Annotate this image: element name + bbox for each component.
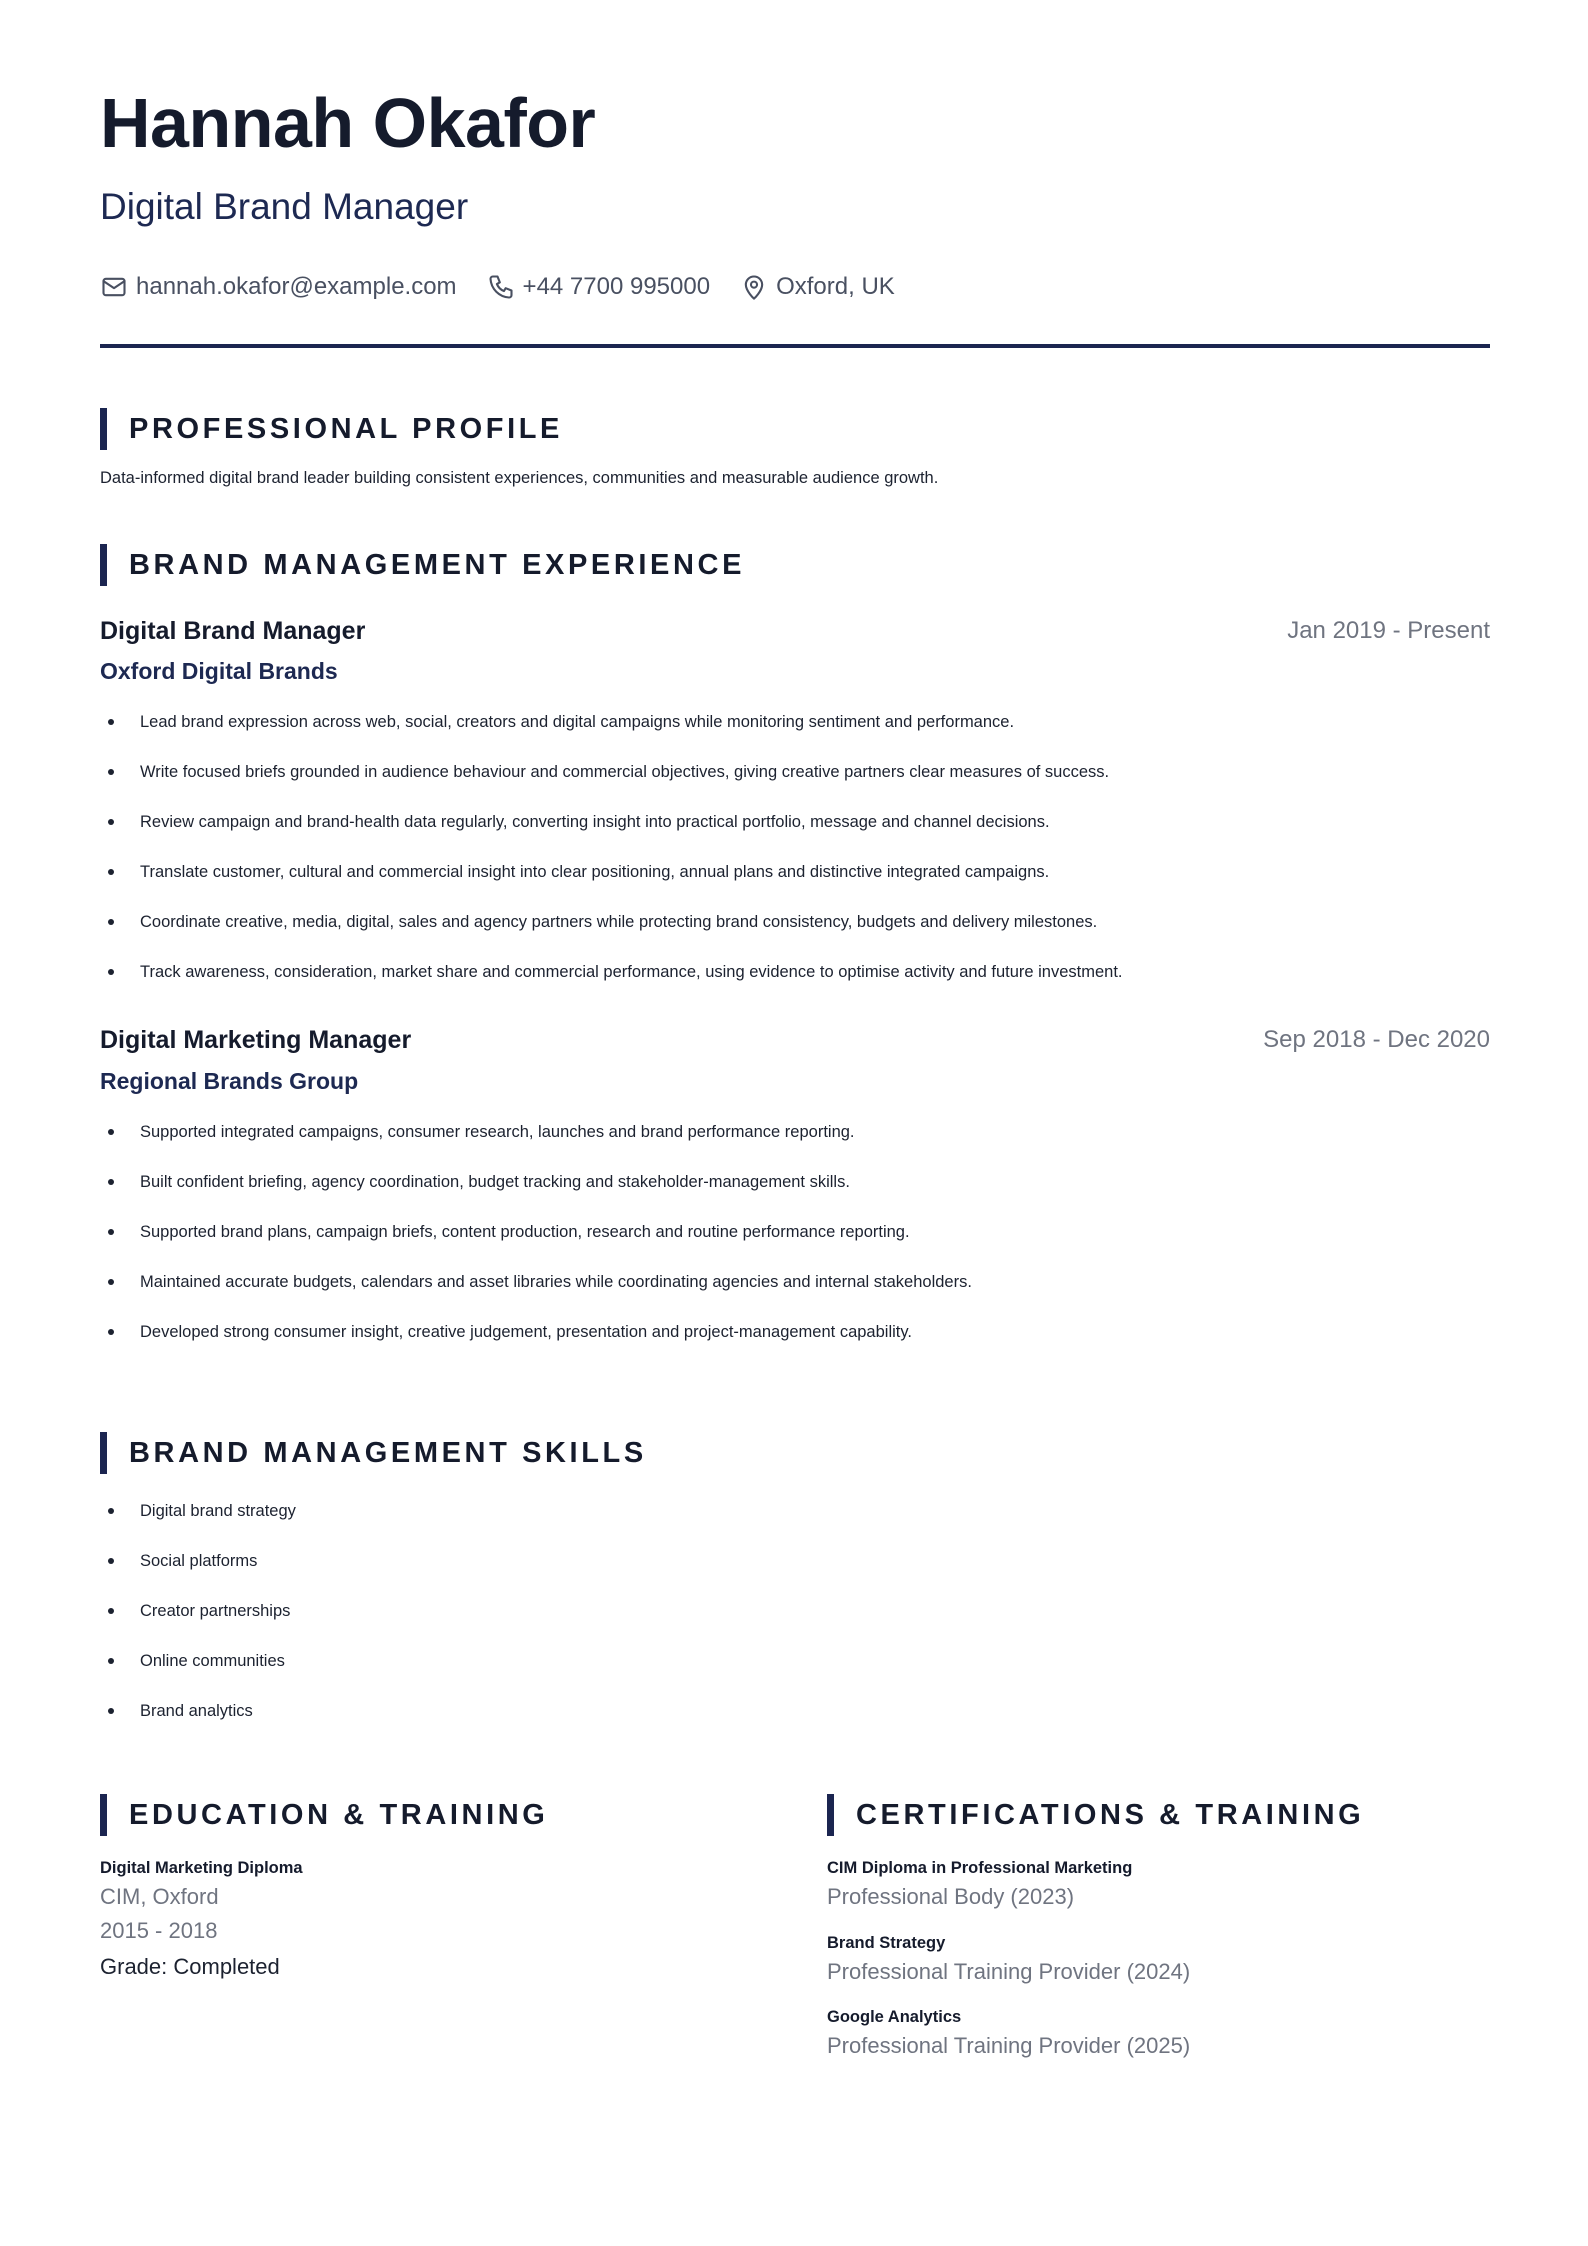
- job-bullet: Supported brand plans, campaign briefs, content production, research and routine performance reporting.: [100, 1221, 1490, 1271]
- section-title: BRAND MANAGEMENT EXPERIENCE: [129, 548, 746, 581]
- certification-title: Brand Strategy: [827, 1934, 946, 1952]
- candidate-name: Hannah Okafor: [100, 84, 596, 162]
- education-grade: Grade: Completed: [100, 1954, 280, 1979]
- job-bullet-list: [100, 711, 1490, 1011]
- profile-summary: Data-informed digital brand leader building consistent experiences, communities and measurable audience growth.: [100, 469, 939, 487]
- certification-issuer: Professional Body (2023): [827, 1884, 1075, 1909]
- contact-location: [740, 273, 895, 301]
- contact-email-text: hannah.okafor@example.com: [136, 273, 457, 300]
- contact-location-text: Oxford, UK: [776, 273, 895, 300]
- mail-icon: [100, 273, 128, 301]
- section-heading-education: [100, 1794, 548, 1836]
- certification-issuer: Professional Training Provider (2025): [827, 2033, 1191, 2058]
- section-title: PROFESSIONAL PROFILE: [129, 412, 564, 445]
- job-bullet: Maintained accurate budgets, calendars and asset libraries while coordinating agencies and internal stakeholders.: [100, 1271, 1490, 1321]
- job-bullet: Translate customer, cultural and commercial insight into clear positioning, annual plans and distinctive integrated campaigns.: [100, 861, 1490, 911]
- skill-item: Digital brand strategy: [100, 1500, 1490, 1550]
- location-pin-icon: [740, 273, 768, 301]
- contact-phone-text: +44 7700 995000: [522, 273, 711, 300]
- job-bullet: Supported integrated campaigns, consumer research, launches and brand performance reporting.: [100, 1121, 1490, 1171]
- education-years: 2015 - 2018: [100, 1918, 218, 1943]
- job-title: Digital Marketing Manager: [100, 1026, 412, 1054]
- job-dates: Jan 2019 - Present: [1287, 617, 1490, 644]
- education-institution: CIM, Oxford: [100, 1884, 219, 1909]
- job-bullet-list: [100, 1121, 1490, 1371]
- section-heading-certifications: [827, 1794, 1364, 1836]
- contact-phone[interactable]: [487, 273, 711, 301]
- job-title: Digital Brand Manager: [100, 617, 366, 645]
- job-dates: Sep 2018 - Dec 2020: [1263, 1026, 1490, 1053]
- section-heading-skills: [100, 1432, 647, 1474]
- section-accent-bar: [100, 1432, 107, 1474]
- section-accent-bar: [827, 1794, 834, 1836]
- job-bullet: Developed strong consumer insight, creative judgement, presentation and project-management capability.: [100, 1321, 1490, 1371]
- job-bullet: Coordinate creative, media, digital, sales and agency partners while protecting brand consistency, budgets and delivery milestones.: [100, 911, 1490, 961]
- phone-icon: [487, 273, 515, 301]
- certification-title: Google Analytics: [827, 2008, 962, 2026]
- job-company: Oxford Digital Brands: [100, 658, 338, 684]
- job-bullet: Lead brand expression across web, social, creators and digital campaigns while monitoring sentiment and performance.: [100, 711, 1490, 761]
- section-accent-bar: [100, 1794, 107, 1836]
- job-bullet: Built confident briefing, agency coordination, budget tracking and stakeholder-management skills.: [100, 1171, 1490, 1221]
- skills-list: [100, 1500, 1490, 1750]
- certification-title: CIM Diploma in Professional Marketing: [827, 1859, 1133, 1877]
- skill-item: Brand analytics: [100, 1700, 1490, 1750]
- education-title: Digital Marketing Diploma: [100, 1859, 303, 1877]
- skill-item: Social platforms: [100, 1550, 1490, 1600]
- contact-email[interactable]: [100, 273, 457, 301]
- skill-item: Online communities: [100, 1650, 1490, 1700]
- section-heading-profile: [100, 408, 563, 450]
- section-heading-experience: [100, 544, 745, 586]
- job-bullet: Review campaign and brand-health data regularly, converting insight into practical portfolio, message and channel decisions.: [100, 811, 1490, 861]
- job-bullet: Write focused briefs grounded in audience behaviour and commercial objectives, giving creative partners clear measures of success.: [100, 761, 1490, 811]
- section-accent-bar: [100, 408, 107, 450]
- job-bullet: Track awareness, consideration, market share and commercial performance, using evidence to optimise activity and future investment.: [100, 961, 1490, 1011]
- contact-bar: [100, 272, 925, 302]
- section-accent-bar: [100, 544, 107, 586]
- skill-item: Creator partnerships: [100, 1600, 1490, 1650]
- section-title: EDUCATION & TRAINING: [129, 1798, 549, 1831]
- section-title: CERTIFICATIONS & TRAINING: [856, 1798, 1365, 1831]
- certification-issuer: Professional Training Provider (2024): [827, 1959, 1191, 1984]
- section-title: BRAND MANAGEMENT SKILLS: [129, 1436, 647, 1469]
- candidate-headline: Digital Brand Manager: [100, 186, 469, 227]
- job-company: Regional Brands Group: [100, 1068, 359, 1094]
- header-divider: [100, 344, 1490, 348]
- resume-page: [100, 0, 1490, 2246]
